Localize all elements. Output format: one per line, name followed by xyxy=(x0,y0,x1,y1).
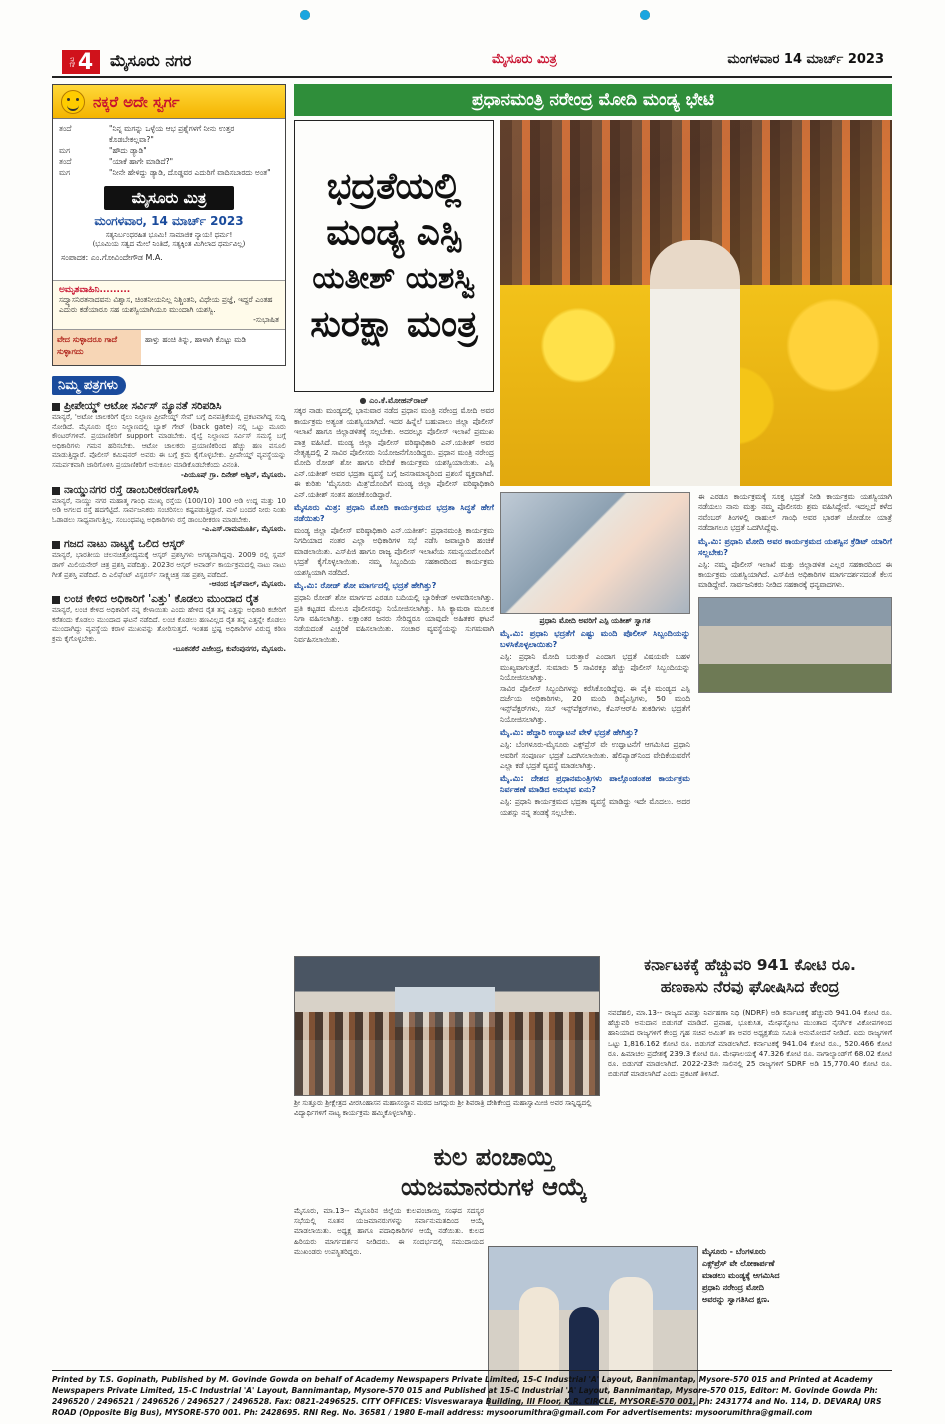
header-date: ಮಂಗಳವಾರ 14 ಮಾರ್ಚ್ 2023 xyxy=(727,52,884,67)
page-number: 4 xyxy=(77,49,94,75)
letter-item: ಲಂಚ ಕೇಳಿದ ಅಧಿಕಾರಿಗೆ 'ಎತ್ತು' ಕೊಡಲು ಮುಂದಾದ ರೈತ ಮಾನ್ಯರೆ, ಲಂಚ ಕೇಳಿದ ಅಧಿಕಾರಿಗೆ ನನ್ನ ಕೇಳಾಯಿತು ಎಂದು ಹೇಳಿದ ರೈತ ತನ್ನ ಎತ್ತನ್ನು ಅಧಿಕಾರಿ ಕಚೇರಿಗೆ ಕರೆತಂದು ಕೊಡಲು ಮುಂದಾದ ಘಟನೆ ನಡೆದಿದೆ. ಲಂಚ ಕೊಡಲು ಹಣವಿಲ್ಲದ ರೈತ ತನ್ನ ಎತ್ತನ್ನೇ ಕೊಡಲು ಮುಂದಾಗಿದ್ದು ವ್ಯವಸ್ಥೆಯ ಕರಾಳ ಮುಖವನ್ನು ತೋರಿಸುತ್ತದೆ. ಇಂತಹ ಭ್ರಷ್ಟ ಅಧಿಕಾರಿಗಳ ವಿರುದ್ಧ ಕಠಿಣ ಕ್ರಮ ಕೈಗೊಳ್ಳಬೇಕು. -ಬೂಕನಕೆರೆ ವಿಜೇಂದ್ರ, ಕುವೆಂಪುನಗರ, ಮೈಸೂರು. xyxy=(52,593,286,653)
question: ಮೈಸೂರು ಮಿತ್ರ: ಪ್ರಧಾನಿ ಮೋದಿ ಕಾರ್ಯಕ್ರಮದ ಭದ್ರತಾ ಸಿದ್ಧತೆ ಹೇಗೆ ನಡೆಯಿತು? xyxy=(294,502,494,524)
sp-welcome-photo xyxy=(500,492,690,614)
article-column-2: ಪ್ರಧಾನಿ ಮೋದಿ ಅವರಿಗೆ ಎಸ್ಪಿ ಯತೀಶ್ ಸ್ವಾಗತ ಮೈ.ಮಿ: ಪ್ರಧಾನಿ ಭದ್ರತೆಗೆ ಎಷ್ಟು ಮಂದಿ ಪೊಲೀಸ್ ಸಿಬ್ಬಂದಿಯನ್ನು ಬಳಸಿಕೊಳ್ಳಲಾಯಿತು? ಎಸ್ಪಿ: ಪ್ರಧಾನಿ ಮೋದಿ ಬರುತ್ತಾರೆ ಎಂದಾಗ ಭದ್ರತೆ ವಿಷಯವೇ ಬಹಳ ಮುಖ್ಯವಾಗುತ್ತದೆ. ಸುಮಾರು 5 ಸಾವಿರಕ್ಕೂ ಹೆಚ್ಚು ಪೊಲೀಸ್ ಸಿಬ್ಬಂದಿಯನ್ನು ನಿಯೋಜಿಸಲಾಗಿತ್ತು. ಸಾವಿರ ಪೊಲೀಸ್ ಸಿಬ್ಬಂದಿಗಳನ್ನು ಕರೆಸಿಕೊಂಡಿದ್ದೆವು. ಈ ಪೈಕಿ ಮಂಡ್ಯದ ಎಸ್ಪಿ ದರ್ಜೆಯ ಅಧಿಕಾರಿಗಳು, 20 ಮಂದಿ ಡಿವೈಎಸ್ಪಿಗಳು, 50 ಮಂದಿ ಇನ್ಸ್‌ಪೆಕ್ಟರ್‌ಗಳು, ಸಬ್ ಇನ್ಸ್‌ಪೆಕ್ಟರ್‌ಗಳು, ಕೆಎಸ್‌ಆರ್‌ಪಿ ತುಕಡಿಗಳು ಭದ್ರತೆಗೆ ನಿಯೋಜಿಸಲಾಗಿತ್ತು. ಮೈ.ಮಿ: ಹೆದ್ದಾರಿ ಉದ್ಘಾಟನೆ ವೇಳೆ ಭದ್ರತೆ ಹೇಗಿತ್ತು? ಎಸ್ಪಿ: ಬೆಂಗಳೂರು-ಮೈಸೂರು ಎಕ್ಸ್‌ಪ್ರೆಸ್ ವೇ ಉದ್ಘಾಟನೆಗೆ ಆಗಮಿಸಿದ ಪ್ರಧಾನಿ ಅವರಿಗೆ ಸಂಪೂರ್ಣ ಭದ್ರತೆ ಒದಗಿಸಲಾಯಿತು. ಹೆಲಿಪ್ಯಾಡ್‌ನಿಂದ ವೇದಿಕೆಯವರೆಗೆ ಎಲ್ಲಾ ಕಡೆ ಭದ್ರತೆ ವ್ಯವಸ್ಥೆ ಮಾಡಲಾಗಿತ್ತು. ಮೈ.ಮಿ: ದೇಶದ ಪ್ರಧಾನಮಂತ್ರಿಗಳು ಪಾಲ್ಗೊಂಡಂತಹ ಕಾರ್ಯಕ್ರಮ ನಿರ್ವಹಣೆ ಮಾಡಿದ ಅನುಭವ ಏನು? ಎಸ್ಪಿ: ಪ್ರಧಾನಿ ಕಾರ್ಯಕ್ರಮದ ಭದ್ರತಾ ವ್ಯವಸ್ಥೆ ಮಾಡಿದ್ದು ಇದೇ ಮೊದಲು. ಅದರ ಯಶಸ್ಸು ನನ್ನ ತಂಡಕ್ಕೆ ಸಲ್ಲಬೇಕು. xyxy=(500,492,690,818)
motto: ಸತ್ಯನಿರ್ಬಂಧರಹಿತ ಭೂಮಿ! ಸಾಮಾಜಿಕ ನ್ಯಾಯ! ಧರ್ಮ! (ಭೂಮಿಯ ಸತ್ವದ ಮೇಲೆ ನಿಂತಿದೆ, ಸತ್ಯಕ್ಕಿಂತ ಮಿಗಿಲಾದ ಧರ್ಮವಿಲ್ಲ) xyxy=(92,231,246,248)
edition-date: ಮಂಗಳವಾರ, 14 ಮಾರ್ಚ್ 2023 xyxy=(94,214,244,228)
question: ಮೈ.ಮಿ: ದೇಶದ ಪ್ರಧಾನಮಂತ್ರಿಗಳು ಪಾಲ್ಗೊಂಡಂತಹ ಕಾರ್ಯಕ್ರಮ ನಿರ್ವಹಣೆ ಮಾಡಿದ ಅನುಭವ ಏನು? xyxy=(500,773,690,795)
main-area xyxy=(294,84,892,1364)
auditorium-caption: ಶ್ರೀ ಸುತ್ತೂರು ಶ್ರೀಕ್ಷೇತ್ರದ ವೀರಸಿಂಹಾಸನ ಮಹಾಸಂಸ್ಥಾನ ಮಠದ ಜಗದ್ಗುರು ಶ್ರೀ ಶಿವರಾತ್ರಿ ದೇಶಿಕೇಂದ್ರ ಮಹಾಸ್ವಾಮೀಜಿ ಅವರ ಸಾನ್ನಿಧ್ಯದಲ್ಲಿ ವಿದ್ಯಾರ್ಥಿಗಳಿಗೆ ನಾಟ್ಯ ಕಾರ್ಯಕ್ರಮ ಹಮ್ಮಿಕೊಳ್ಳಲಾಗಿತ್ತು. xyxy=(294,1099,592,1117)
letter-item: ಪ್ರೀಪೇಯ್ಡ್ ಆಟೋ ಸರ್ವಿಸ್ ನ್ಯೂನತೆ ಸರಿಪಡಿಸಿ ಮಾನ್ಯರೆ, 'ಅಟೋ ಚಾಲಕರಿಗೆ ರೈಲು ನಿಲ್ದಾಣ ಪ್ರೀಪೇಯ್ಡ್ ಸೇವೆ' ಬಗ್ಗೆ ದಿನಪತ್ರಿಕೆಯಲ್ಲಿ ಪ್ರಕಟವಾಗಿದ್ದ ಸುದ್ದಿ ನೋಡಿದೆ. ಮೈಸೂರು ರೈಲು ನಿಲ್ದಾಣದಲ್ಲಿ ಬ್ಯಾಕ್ ಗೇಟ್ (back gate) ನಲ್ಲಿ ಒಟ್ಟು ಮೂರು ಕೌಂಟರ್‌ಗಳಿವೆ. ಪ್ರಯಾಣಿಕರಿಗೆ support ಮಾಡಬೇಕು. ರೈಲ್ವೆ ನಿಲ್ದಾಣದ ಸರ್ವಿಸ್ ಸಮಸ್ಯೆ ಬಗ್ಗೆ ಅಧಿಕಾರಿಗಳು ಗಮನ ಹರಿಸಬೇಕು. ಆಟೋ ಚಾಲಕರು ಪ್ರಯಾಣಿಕರಿಂದ ಹೆಚ್ಚು ಹಣ ವಸೂಲಿ ಮಾಡುತ್ತಿದ್ದಾರೆ. ಪೊಲೀಸ್ ಕಮಿಷನರ್ ಅವರು ಈ ಬಗ್ಗೆ ಕ್ರಮ ಕೈಗೊಳ್ಳಬೇಕು. ಪ್ರೀಪೇಯ್ಡ್ ವ್ಯವಸ್ಥೆಯನ್ನು ಸಮರ್ಪಕವಾಗಿ ಜಾರಿಗೊಳಿಸಿ ಪ್ರಯಾಣಿಕರಿಗೆ ಅನುಕೂಲ ಮಾಡಿಕೊಡಬೇಕೆಂದು ವಿನಂತಿ. -ಪಿಯೂಷ್ ಗ್ರಾ. ದಿನೇಶ್ ಅಶ್ವಿನ್, ಮೈಸೂರು. xyxy=(52,400,286,479)
color-dot xyxy=(640,10,650,20)
question: ಮೈ.ಮಿ: ಪ್ರಧಾನಿ ಭದ್ರತೆಗೆ ಎಷ್ಟು ಮಂದಿ ಪೊಲೀಸ್ ಸಿಬ್ಬಂದಿಯನ್ನು ಬಳಸಿಕೊಳ್ಳಲಾಯಿತು? xyxy=(500,628,690,650)
photo-caption: ಪ್ರಧಾನಿ ಮೋದಿ ಅವರಿಗೆ ಎಸ್ಪಿ ಯತೀಶ್ ಸ್ವಾಗತ xyxy=(539,616,651,625)
byline: ● ಎಂ.ಕೆ.ಮೋಹನ್‌ರಾಜ್ xyxy=(359,396,429,405)
amrutha-vahini: ಅಮೃತವಾಹಿನಿ......... ಸದ್ವ್ಯಾಸನಿರತನಾದವನು ವಿಶ್ವಾಸ, ಚಿಂತನೀಯನಿಲ್ಲ ನಿಶ್ಚಿಂತನಿ, ವಿಧೇಯ ಪ್ರಜ್ಞೆ, ಇದ್ದರೆ ಎಂತಹ ಎದುರು ಕಡೆಯಾರೂ ಸಹ ಯಶಸ್ವಿಯಾಗಿಯೂ ಮುಂದಾಗಿ ಯಶಸ್ವಿ. -ಸುಭಾಷಿತ xyxy=(53,280,285,329)
dialog-line: ತಂದೆ "ನಿನ್ನ ಮಗನ್ನು ಒಳ್ಳೆಯ ಆಭ ಪ್ರಶ್ನೆಗಳಗೆ ನೀನು ಉತ್ತರ ಕೊಡಬೇಕಲ್ಲವಾ?" xyxy=(59,124,235,144)
question: ಮೈ.ಮಿ: ರೋಡ್ ಶೋ ಮಾರ್ಗದಲ್ಲಿ ಭದ್ರತೆ ಹೇಗಿತ್ತು? xyxy=(294,580,437,591)
article-column-3: ಈ ಎರಡೂ ಕಾರ್ಯಕ್ರಮಕ್ಕೆ ಸೂಕ್ತ ಭದ್ರತೆ ನೀಡಿ ಕಾರ್ಯಕ್ರಮ ಯಶಸ್ವಿಯಾಗಿ ನಡೆಯಲು ನಾನು ಮತ್ತು ನಮ್ಮ ಪೊಲೀಸರು ಶ್ರಮ ವಹಿಸಿದ್ದೇವೆ. ಇದಲ್ಲದೆ ಕಳೆದ ನವೆಂಬರ್ ತಿಂಗಳಲ್ಲಿ ರಾಹುಲ್ ಗಾಂಧಿ ಅವರ ಭಾರತ್ ಜೋಡೋ ಯಾತ್ರೆ ನಡೆದಾಗಲೂ ಭದ್ರತೆ ಒದಗಿಸಿದ್ದೆವು. ಮೈ.ಮಿ: ಪ್ರಧಾನಿ ಮೋದಿ ಅವರ ಕಾರ್ಯಕ್ರಮದ ಯಶಸ್ವಿನ ಕ್ರೆಡಿಟ್ ಯಾರಿಗೆ ಸಲ್ಲಬೇಕು? ಎಸ್ಪಿ: ನಮ್ಮ ಪೊಲೀಸ್ ಇಲಾಖೆ ಮತ್ತು ಜಿಲ್ಲಾಡಳಿತ ಎಲ್ಲರ ಸಹಕಾರದಿಂದ ಈ ಕಾರ್ಯಕ್ರಮ ಯಶಸ್ವಿಯಾಗಿದೆ. ಎಸ್‌ಪಿಜಿ ಅಧಿಕಾರಿಗಳ ಮಾರ್ಗದರ್ಶನದಂತೆ ಕೆಲಸ ಮಾಡಿದ್ದೇವೆ. ಸಾರ್ವಜನಿಕರು ನೀಡಿದ ಸಹಕಾರಕ್ಕೆ ಧನ್ಯವಾದಗಳು. xyxy=(698,492,892,693)
page-number-badge xyxy=(62,50,100,74)
proverb-box: ವೇದ ಸುಳ್ಳಾದರೂ ಗಾದೆ ಸುಳ್ಳಾಗದು ಹಾಳ್ತು ಹಂಚಿ ತಿನ್ನು, ಹಾಳಾಗಿ ಕೊಟ್ಟು ಮಡಿ xyxy=(53,329,285,365)
nakkare-box xyxy=(52,84,286,366)
article-column-1: ● ಎಂ.ಕೆ.ಮೋಹನ್‌ರಾಜ್ ಸಕ್ಕರ ನಾಡು ಮಂಡ್ಯದಲ್ಲಿ ಭಾನುವಾರ ನಡೆದ ಪ್ರಧಾನ ಮಂತ್ರಿ ನರೇಂದ್ರ ಮೋದಿ ಅವರ ಕಾರ್ಯಕ್ರಮ ಅತ್ಯಂತ ಯಶಸ್ವಿಯಾಗಿದೆ. ಇದರ ಹಿನ್ನೆಲೆ ಬಹುಪಾಲು ಜಿಲ್ಲಾ ಪೊಲೀಸ್ ಇಲಾಖೆ ಹಾಗೂ ಜಿಲ್ಲಾಡಳಿತಕ್ಕೆ ಸಲ್ಲಬೇಕು. ಅದರಲ್ಲೂ ಪೊಲೀಸ್ ಇಲಾಖೆ ಪ್ರಮುಖ ಪಾತ್ರ ವಹಿಸಿದೆ. ಮಂಡ್ಯ ಜಿಲ್ಲಾ ಪೊಲೀಸ್ ವರಿಷ್ಠಾಧಿಕಾರಿ ಎನ್.ಯತೀಶ್ ಅವರ ನೇತೃತ್ವದಲ್ಲಿ 2 ಸಾವಿರ ಪೊಲೀಸರು ನಿಯೋಜನೆಗೊಂಡಿದ್ದರು. ಪ್ರಧಾನ ಮಂತ್ರಿ ನರೇಂದ್ರ ಮೋದಿ ರೋಡ್ ಶೋ ಹಾಗೂ ವೇದಿಕೆ ಕಾರ್ಯಕ್ರಮ ಯಶಸ್ವಿಯಾಯಿತು. ಎಸ್ಪಿ ಎನ್.ಯತೀಶ್ ಅವರ ಭದ್ರತಾ ವ್ಯವಸ್ಥೆ ಬಗ್ಗೆ ಜನಸಾಮಾನ್ಯರಿಂದ ಪ್ರಶಂಸೆ ವ್ಯಕ್ತವಾಗಿದೆ. ಈ ಕುರಿತು 'ಮೈಸೂರು ಮಿತ್ರ'ದೊಂದಿಗೆ ಮಂಡ್ಯ ಜಿಲ್ಲಾ ಪೊಲೀಸ್ ವರಿಷ್ಠಾಧಿಕಾರಿ ಎನ್.ಯತೀಶ್ ಸಂತಸ ಹಂಚಿಕೊಂಡಿದ್ದಾರೆ. ಮೈಸೂರು ಮಿತ್ರ: ಪ್ರಧಾನಿ ಮೋದಿ ಕಾರ್ಯಕ್ರಮದ ಭದ್ರತಾ ಸಿದ್ಧತೆ ಹೇಗೆ ನಡೆಯಿತು? ಮಂಡ್ಯ ಜಿಲ್ಲಾ ಪೊಲೀಸ್ ವರಿಷ್ಠಾಧಿಕಾರಿ ಎನ್.ಯತೀಶ್: ಪ್ರಧಾನಮಂತ್ರಿ ಕಾರ್ಯಕ್ರಮ ನಿಗದಿಯಾದ ನಂತರ ಎಲ್ಲಾ ಅಧಿಕಾರಿಗಳ ಸಭೆ ನಡೆಸಿ ಜವಾಬ್ದಾರಿ ಹಂಚಿಕೆ ಮಾಡಲಾಯಿತು. ಎಸ್‌ಪಿಜಿ ಹಾಗೂ ರಾಜ್ಯ ಪೊಲೀಸ್ ಇಲಾಖೆಯ ಸಮನ್ವಯದೊಂದಿಗೆ ಭದ್ರತೆ ಕೈಗೊಳ್ಳಲಾಯಿತು. ನಮ್ಮ ಸಿಬ್ಬಂದಿಯ ಸಹಕಾರದಿಂದ ಕಾರ್ಯಕ್ರಮ ಯಶಸ್ವಿಯಾಗಿ ನಡೆದಿದೆ. ಮೈ.ಮಿ: ರೋಡ್ ಶೋ ಮಾರ್ಗದಲ್ಲಿ ಭದ್ರತೆ ಹೇಗಿತ್ತು? ಪ್ರಧಾನಿ ರೋಡ್ ಶೋ ಮಾರ್ಗದ ಎರಡೂ ಬದಿಯಲ್ಲಿ ಬ್ಯಾರಿಕೇಡ್ ಅಳವಡಿಸಲಾಗಿತ್ತು. ಪ್ರತಿ ಕಟ್ಟಡದ ಮೇಲೂ ಪೊಲೀಸರನ್ನು ನಿಯೋಜಿಸಲಾಗಿತ್ತು. ಸಿಸಿ ಕ್ಯಾಮರಾ ಮೂಲಕ ನಿಗಾ ವಹಿಸಲಾಗಿತ್ತು. ಲಕ್ಷಾಂತರ ಜನರು ಸೇರಿದ್ದರೂ ಯಾವುದೇ ಅಹಿತಕರ ಘಟನೆ ನಡೆಯದಂತೆ ಎಚ್ಚರಿಕೆ ವಹಿಸಲಾಯಿತು. ಸಂಚಾರ ವ್ಯವಸ್ಥೆಯನ್ನು ಸುಗಮವಾಗಿ ನಿರ್ವಹಿಸಲಾಯಿತು. xyxy=(294,396,494,644)
karnataka-headline: ಕರ್ನಾಟಕಕ್ಕೆ ಹೆಚ್ಚುವರಿ 941 ಕೋಟಿ ರೂ. ಹಣಕಾಸು ನೆರವು ಘೋಷಿಸಿದ ಕೇಂದ್ರ xyxy=(644,956,856,996)
color-dot xyxy=(300,10,310,20)
newspaper-logo: ಮೈಸೂರು ಮಿತ್ರ xyxy=(104,186,234,210)
kula-article: ಕುಲ ಪಂಚಾಯ್ತಿ ಯಜಮಾನರುಗಳ ಆಯ್ಕೆ ಮೈಸೂರು, ಮಾ.13-- ಮೈಸೂರಿನ ಜಿಲ್ಲೆಯ ಕುಲಪಂಚಾಯ್ತಿ ಸಂಘದ ಸದಸ್ಯರ ಸಭೆಯಲ್ಲಿ ನೂತನ ಯಜಮಾನರುಗಳನ್ನು ಸರ್ವಾನುಮತದಿಂದ ಆಯ್ಕೆ ಮಾಡಲಾಯಿತು. ಅಧ್ಯಕ್ಷ ಹಾಗೂ ಪದಾಧಿಕಾರಿಗಳ ಆಯ್ಕೆ ನಡೆಯಿತು. ಕುಲದ ಹಿರಿಯರು ಮಾರ್ಗದರ್ಶನ ನೀಡಿದರು. ಈ ಸಂದರ್ಭದಲ್ಲಿ ಸಮುದಾಯದ ಮುಖಂಡರು ಉಪಸ್ಥಿತರಿದ್ದರು. xyxy=(294,1142,694,1257)
section-title: ಮೈಸೂರು ನಗರ xyxy=(110,51,192,70)
page-label: ಪುಟ xyxy=(67,56,76,68)
top-banner: ಪ್ರಧಾನಮಂತ್ರಿ ನರೇಂದ್ರ ಮೋದಿ ಮಂಡ್ಯ ಭೇಟಿ xyxy=(294,84,892,116)
auditorium-photo xyxy=(294,956,600,1096)
nakkare-banner xyxy=(53,85,285,119)
kula-headline: ಕುಲ ಪಂಚಾಯ್ತಿ ಯಜಮಾನರುಗಳ ಆಯ್ಕೆ xyxy=(401,1143,587,1201)
letter-item: ಗಜದ ನಾಟು ನಾಟ್ಯಕ್ಕೆ ಒಲಿದ ಆಸ್ಕರ್ ಮಾನ್ಯರೆ, ಭಾರತೀಯ ಚಲನಚಿತ್ರೋದ್ಯಮಕ್ಕೆ ಆಸ್ಕರ್ ಪ್ರಶಸ್ತಿಗಳು ಅಗತ್ಯವಾಗಿದ್ದವು. 2009 ರಲ್ಲಿ ಸ್ಲಮ್ ಡಾಗ್ ಮಿಲಿಯನೇರ್ ಚಿತ್ರ ಪ್ರಶಸ್ತಿ ಪಡೆದಿತ್ತು. 2023ರ ಆಸ್ಕರ್ ಅವಾರ್ಡ್ ಕಾರ್ಯಕ್ರಮದಲ್ಲಿ ನಾಟು ನಾಟು ಗೀತೆ ಪ್ರಶಸ್ತಿ ಪಡೆದಿದೆ. ದಿ ಎಲಿಫೆಂಟ್ ವಿಸ್ಪರರ್ಸ್ ಸಾಕ್ಷ್ಯಚಿತ್ರ ಸಹ ಪ್ರಶಸ್ತಿ ಪಡೆದಿದೆ. -ಆನಂದ ಜೈನ್‌ವಾಲ್, ಮೈಸೂರು. xyxy=(52,538,286,589)
page-header xyxy=(52,48,892,78)
dialog-line: ಮಗ "ಹೌದು ಡ್ಯಾಡಿ" xyxy=(59,146,147,155)
left-column xyxy=(52,84,286,1364)
masthead: ಮೈಸೂರು ಮಿತ್ರ xyxy=(492,52,557,67)
editor-line: ಸಂಪಾದಕ: ಎಂ.ಗೋವಿಂದೇಗೌಡ M.A. xyxy=(61,253,163,262)
letter-item: ನಾಯ್ಡುನಗರ ರಸ್ತೆ ಡಾಂಬರೀಕರಣಗೊಳಿಸಿ ಮಾನ್ಯರೆ, ನಾಯ್ಡು ನಗರ ಮಹಾತ್ಮ ಗಾಂಧಿ ಮುಖ್ಯ ರಸ್ತೆಯ (100/10) 100 ಅಡಿ ಉದ್ದ ಮತ್ತು 10 ಅಡಿ ಅಗಲದ ರಸ್ತೆ ಹದಗೆಟ್ಟಿದೆ. ಸಾರ್ವಜನಿಕರು ಸಂಚರಿಸಲು ಕಷ್ಟಪಡುತ್ತಿದ್ದಾರೆ. ಮಳೆ ಬಂದರೆ ನೀರು ನಿಂತು ಓಡಾಡಲು ಸಾಧ್ಯವಾಗುತ್ತಿಲ್ಲ. ಸಂಬಂಧಪಟ್ಟ ಅಧಿಕಾರಿಗಳು ರಸ್ತೆ ಡಾಂಬರೀಕರಣ ಮಾಡಬೇಕು. -ಎ.ಎಸ್.ರಾಮಮೂರ್ತಿ, ಮೈಸೂರು. xyxy=(52,483,286,534)
question: ಮೈ.ಮಿ: ಹೆದ್ದಾರಿ ಉದ್ಘಾಟನೆ ವೇಳೆ ಭದ್ರತೆ ಹೇಗಿತ್ತು? xyxy=(500,727,639,738)
main-headline: ಭದ್ರತೆಯಲ್ಲಿ ಮಂಡ್ಯ ಎಸ್ಪಿ ಯತೀಶ್ ಯಶಸ್ವಿ ಸುರಕ್ಷಾ ಮಂತ್ರ xyxy=(294,120,494,392)
expressway-caption: ಮೈಸೂರು - ಬೆಂಗಳೂರು ಎಕ್ಸ್‌ಪ್ರೆಸ್ ವೇ ಲೋಕಾರ್ಪಣೆ ಮಾಡಲು ಮಂಡ್ಯಕ್ಕೆ ಆಗಮಿಸಿದ ಪ್ರಧಾನಿ ನರೇಂದ್ರ ಮೋದಿ ಅವರನ್ನು ಸ್ವಾಗತಿಸಿದ ಕ್ಷಣ. xyxy=(702,1247,780,1304)
letters-heading: ನಿಮ್ಮ ಪತ್ರಗಳು xyxy=(52,374,286,396)
roadshow-photo xyxy=(500,120,892,486)
laughing-face-icon xyxy=(61,90,85,114)
question: ಮೈ.ಮಿ: ಪ್ರಧಾನಿ ಮೋದಿ ಅವರ ಕಾರ್ಯಕ್ರಮದ ಯಶಸ್ವಿನ ಕ್ರೆಡಿಟ್ ಯಾರಿಗೆ ಸಲ್ಲಬೇಕು? xyxy=(698,535,893,557)
dialog-line: ಮಗ "ನೀನೇ ಹೇಳಿದ್ದು ಡ್ಯಾಡಿ, ದೊಡ್ಡವರ ಎದುರಿಗೆ ವಾದಿಸಬಾರದು ಅಂತ" xyxy=(59,168,271,177)
nakkare-title: ನಕ್ಕರೆ ಅದೇ ಸ್ವರ್ಗ xyxy=(93,92,180,111)
street-photo xyxy=(698,597,892,693)
imprint-footer: Printed by T.S. Gopinath, Published by M. Govinde Gowda on behalf of Academy Newspapers Private Limited, 15-C Industrial 'A' Layout, Bannimantap, Mysore-570 015 and Printed at Academy Newspapers Private Limited, 15-C Industrial 'A' Layout, Bannimantap, Mysore-570 015 and Published at 15-C Industrial 'A' Layout, Bannimantap, Mysore-570 015, Editor: M. Govinde Gowda Ph: 2496520 / 2496521 / 2496526 / 2496527 / 2496528. Fax: 0821-2496525. CITY OFFICES: Visveswaraya Building, III Floor, K.R. CIRCLE, MYSORE-570 001, Ph: 2431774 and No. 114, D. DEVARAJ URS ROAD (Opposite Big Bus), MYSORE-570 001. Ph: 2428695. RNI Reg. No. 36581 / 1980 E-mail address: mysoorumithra@gmail.com For advertisements: mysoorumithra@gmail.com xyxy=(52,1370,892,1418)
joke-dialog xyxy=(53,119,285,182)
dialog-line: ತಂದೆ "ಯಾಕೆ ಹಾಗೇ ಮಾಡಿದೆ?" xyxy=(59,157,174,166)
karnataka-article: ನವದೆಹಲಿ, ಮಾ.13-- ರಾಜ್ಯದ ವಿಪತ್ತು ನಿರ್ವಹಣಾ ನಿಧಿ (NDRF) ಅಡಿ ಕರ್ನಾಟಕಕ್ಕೆ ಹೆಚ್ಚುವರಿ 941.04 ಕೋಟಿ ರೂ. ಹೆಚ್ಚುವರಿ ಅನುದಾನ ಬಿಡುಗಡೆ ಮಾಡಿದೆ. ಪ್ರವಾಹ, ಭೂಕುಸಿತ, ಮೇಘಸ್ಫೋಟ ಮುಂತಾದ ನೈಸರ್ಗಿಕ ವಿಕೋಪಗಳಿಂದ ಹಾನಿಯಾದ ರಾಜ್ಯಗಳಿಗೆ ಕೇಂದ್ರ ಗೃಹ ಸಚಿವ ಅಮಿತ್ ಶಾ ಅವರ ಅಧ್ಯಕ್ಷತೆಯ ಸಮಿತಿ ಅನುಮೋದನೆ ನೀಡಿದೆ. ಐದು ರಾಜ್ಯಗಳಿಗೆ ಒಟ್ಟು 1,816.162 ಕೋಟಿ ರೂ. ಬಿಡುಗಡೆ ಮಾಡಲಾಗಿದೆ. ಕರ್ನಾಟಕಕ್ಕೆ 941.04 ಕೋಟಿ ರೂ., 520.466 ಕೋಟಿ ರೂ. ಹಿಮಾಚಲ ಪ್ರದೇಶಕ್ಕೆ 239.3 ಕೋಟಿ ರೂ. ಮೇಘಾಲಯಕ್ಕೆ 47.326 ಕೋಟಿ ರೂ. ನಾಗಾಲ್ಯಾಂಡ್‌ಗೆ 68.02 ಕೋಟಿ ರೂ. ಬಿಡುಗಡೆ ಮಾಡಲಾಗಿದೆ. 2022-23ನೇ ಸಾಲಿನಲ್ಲಿ 25 ರಾಜ್ಯಗಳಿಗೆ SDRF ಅಡಿ 15,770.40 ಕೋಟಿ ರೂ. ಬಿಡುಗಡೆ ಮಾಡಲಾಗಿದೆ ಎಂದು ಪ್ರಕಟಣೆ ತಿಳಿಸಿದೆ. xyxy=(608,1008,892,1079)
